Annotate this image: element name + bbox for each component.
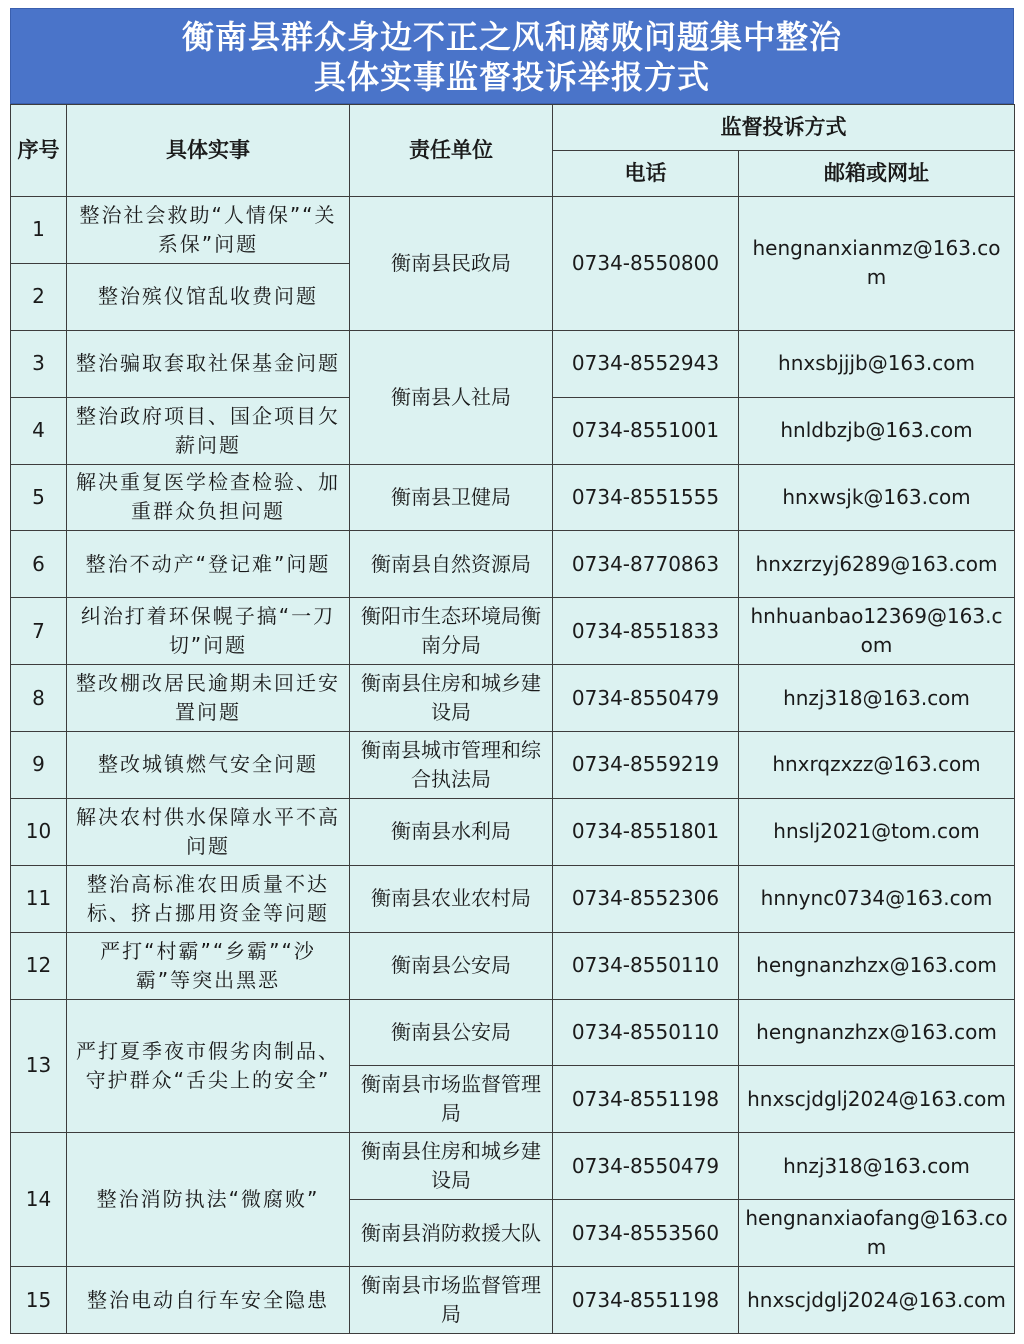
row-number: 9 (11, 732, 67, 799)
row-unit: 衡南县水利局 (350, 798, 553, 865)
title-line-1: 衡南县群众身边不正之风和腐败问题集中整治 (181, 18, 842, 56)
row-item: 整治不动产“登记难”问题 (67, 531, 350, 598)
table-row (11, 999, 1015, 1066)
table-row (11, 932, 1015, 999)
row-email: hnxwsjk@163.com (739, 464, 1015, 531)
row-email: hnhuanbao12369@163.com (739, 598, 1015, 665)
row-item: 纠治打着环保幌子搞“一刀切”问题 (67, 598, 350, 665)
header-contact: 监督投诉方式 (553, 105, 1015, 151)
row-unit: 衡南县住房和城乡建设局 (350, 665, 553, 732)
header-unit: 责任单位 (350, 105, 553, 197)
row-email: hengnanxianmz@163.com (739, 197, 1015, 331)
row-number: 13 (11, 999, 67, 1133)
table-row (11, 865, 1015, 932)
row-phone: 0734-8551001 (553, 397, 739, 464)
row-item: 整治消防执法“微腐败” (67, 1133, 350, 1267)
row-email: hengnanzhzx@163.com (739, 932, 1015, 999)
row-item: 整改城镇燃气安全问题 (67, 732, 350, 799)
row-number: 6 (11, 531, 67, 598)
row-email: hnslj2021@tom.com (739, 798, 1015, 865)
row-number: 12 (11, 932, 67, 999)
row-item: 整治电动自行车安全隐患 (67, 1267, 350, 1334)
row-unit: 衡南县城市管理和综合执法局 (350, 732, 553, 799)
row-item: 整治骗取套取社保基金问题 (67, 330, 350, 397)
row-phone: 0734-8559219 (553, 732, 739, 799)
row-phone: 0734-8552943 (553, 330, 739, 397)
row-phone: 0734-8550800 (553, 197, 739, 331)
header-email: 邮箱或网址 (739, 151, 1015, 197)
row-item: 整改棚改居民逾期未回迁安置问题 (67, 665, 350, 732)
row-item: 严打夏季夜市假劣肉制品、守护群众“舌尖上的安全” (67, 999, 350, 1133)
row-email: hnxzrzyj6289@163.com (739, 531, 1015, 598)
row-email: hnxscjdglj2024@163.com (739, 1267, 1015, 1334)
row-unit: 衡南县市场监督管理局 (350, 1267, 553, 1334)
row-phone: 0734-8770863 (553, 531, 739, 598)
table-row (11, 665, 1015, 732)
row-email: hengnanxiaofang@163.com (739, 1200, 1015, 1267)
table-row (11, 531, 1015, 598)
row-unit: 衡南县自然资源局 (350, 531, 553, 598)
row-unit: 衡南县公安局 (350, 999, 553, 1066)
row-email: hnzj318@163.com (739, 665, 1015, 732)
row-email: hnxrqzxzz@163.com (739, 732, 1015, 799)
table-row (11, 464, 1015, 531)
row-number: 8 (11, 665, 67, 732)
row-unit: 衡南县农业农村局 (350, 865, 553, 932)
header-row (11, 105, 1015, 151)
title-line-2: 具体实事监督投诉举报方式 (313, 58, 710, 96)
row-number: 2 (11, 263, 67, 330)
row-item: 解决重复医学检查检验、加重群众负担问题 (67, 464, 350, 531)
title-banner (10, 8, 1014, 104)
row-email: hnldbzjb@163.com (739, 397, 1015, 464)
row-phone: 0734-8553560 (553, 1200, 739, 1267)
complaint-table (10, 104, 1015, 1334)
row-phone: 0734-8551555 (553, 464, 739, 531)
table-row (11, 1267, 1015, 1334)
row-number: 4 (11, 397, 67, 464)
row-email: hnxscjdglj2024@163.com (739, 1066, 1015, 1133)
row-unit: 衡南县民政局 (350, 197, 553, 331)
row-number: 10 (11, 798, 67, 865)
row-email: hengnanzhzx@163.com (739, 999, 1015, 1066)
table-row (11, 598, 1015, 665)
row-item: 解决农村供水保障水平不高问题 (67, 798, 350, 865)
table-row (11, 1133, 1015, 1200)
row-phone: 0734-8551801 (553, 798, 739, 865)
row-phone: 0734-8551833 (553, 598, 739, 665)
row-number: 3 (11, 330, 67, 397)
row-item: 整治殡仪馆乱收费问题 (67, 263, 350, 330)
row-unit: 衡南县消防救援大队 (350, 1200, 553, 1267)
row-number: 7 (11, 598, 67, 665)
row-phone: 0734-8550110 (553, 999, 739, 1066)
row-number: 15 (11, 1267, 67, 1334)
row-item: 整治高标准农田质量不达标、挤占挪用资金等问题 (67, 865, 350, 932)
row-phone: 0734-8550479 (553, 665, 739, 732)
row-phone: 0734-8551198 (553, 1267, 739, 1334)
row-phone: 0734-8552306 (553, 865, 739, 932)
row-number: 1 (11, 197, 67, 264)
row-number: 14 (11, 1133, 67, 1267)
table-row (11, 732, 1015, 799)
row-phone: 0734-8550110 (553, 932, 739, 999)
row-unit: 衡阳市生态环境局衡南分局 (350, 598, 553, 665)
header-item: 具体实事 (67, 105, 350, 197)
row-phone: 0734-8551198 (553, 1066, 739, 1133)
row-unit: 衡南县公安局 (350, 932, 553, 999)
row-number: 11 (11, 865, 67, 932)
row-email: hnxsbjjjb@163.com (739, 330, 1015, 397)
row-email: hnnync0734@163.com (739, 865, 1015, 932)
row-phone: 0734-8550479 (553, 1133, 739, 1200)
row-unit: 衡南县市场监督管理局 (350, 1066, 553, 1133)
table-row (11, 197, 1015, 264)
row-unit: 衡南县卫健局 (350, 464, 553, 531)
table-row (11, 798, 1015, 865)
header-no: 序号 (11, 105, 67, 197)
row-unit: 衡南县住房和城乡建设局 (350, 1133, 553, 1200)
row-item: 严打“村霸”“乡霸”“沙霸”等突出黑恶 (67, 932, 350, 999)
row-email: hnzj318@163.com (739, 1133, 1015, 1200)
header-phone: 电话 (553, 151, 739, 197)
row-unit: 衡南县人社局 (350, 330, 553, 464)
table-row (11, 330, 1015, 397)
row-item: 整治政府项目、国企项目欠薪问题 (67, 397, 350, 464)
row-item: 整治社会救助“人情保”“关系保”问题 (67, 197, 350, 264)
row-number: 5 (11, 464, 67, 531)
